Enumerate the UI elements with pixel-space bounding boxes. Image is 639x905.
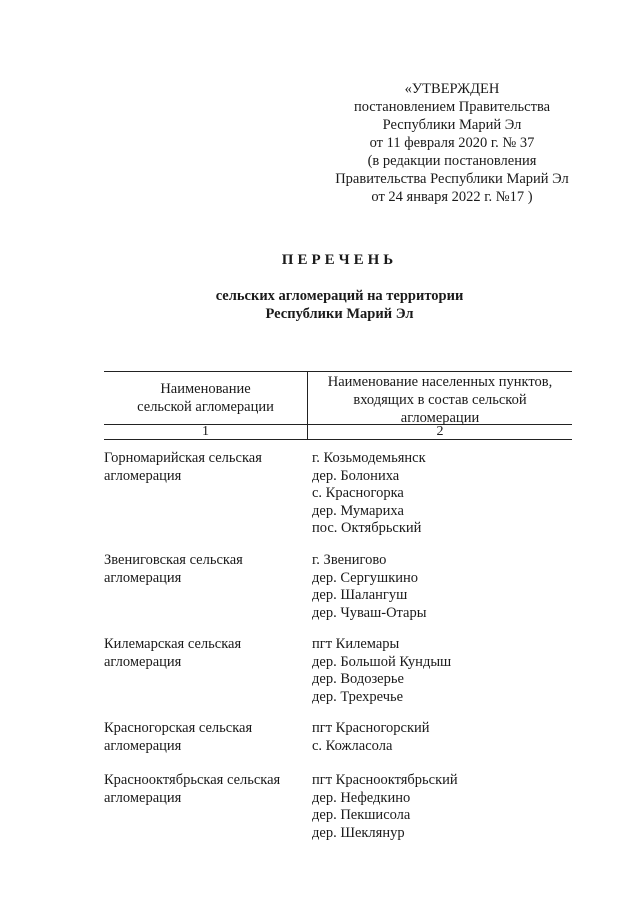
settlement-item: с. Красногорка (312, 485, 404, 501)
settlement-item: дер. Чуваш-Отары (312, 604, 427, 621)
settlement-item: дер. Водозерье (312, 671, 404, 687)
name-line: агломерация (104, 467, 182, 484)
name-line: агломерация (104, 569, 182, 586)
approval-line: постановлением Правительства (353, 99, 551, 115)
settlement-item: дер. Мумариха (312, 502, 404, 519)
settlement-list (312, 720, 582, 755)
name-line: Горномарийская сельская (104, 450, 262, 466)
name-line: Звениговская сельская (104, 552, 243, 568)
settlement-item: дер. Шеклянур (312, 824, 405, 841)
approval-stamp (318, 80, 586, 206)
table-header-col2 (308, 373, 572, 427)
name-line: Красногорская сельская (104, 720, 253, 736)
header-text: Наименование (160, 381, 251, 397)
name-line: агломерация (104, 737, 182, 754)
document-subtitle (0, 287, 639, 323)
approval-line: «УТВЕРЖДЕН (404, 81, 500, 97)
column-number: 2 (436, 424, 444, 439)
approval-line: от 24 января 2022 г. №17 ) (371, 189, 533, 205)
name-line: агломерация (104, 653, 182, 670)
agglomeration-name (104, 636, 304, 671)
name-line: Килемарская сельская (104, 636, 242, 652)
header-text: входящих в состав сельской (353, 392, 527, 408)
settlement-item: с. Кожласола (312, 737, 393, 754)
settlement-item: дер. Большой Кундыш (312, 653, 452, 670)
settlement-item: дер. Болониха (312, 467, 400, 484)
agglomeration-name (104, 720, 304, 755)
agglomeration-name (104, 450, 304, 485)
column-number: 1 (202, 424, 209, 439)
table-top-rule (104, 371, 572, 372)
subtitle-line: сельских агломераций на территории (215, 288, 464, 304)
settlement-list (312, 636, 582, 706)
header-text: сельской агломерации (137, 399, 274, 415)
settlement-item: пгт Красногорский (312, 720, 430, 736)
settlement-item: г. Звенигово (312, 552, 387, 568)
name-line: агломерация (104, 789, 182, 806)
agglomeration-name (104, 552, 304, 587)
approval-line: Республики Марий Эл (382, 117, 522, 133)
table-header-col1 (104, 380, 307, 416)
settlement-item: дер. Пекшисола (312, 807, 411, 823)
settlement-list (312, 450, 582, 538)
header-text: Наименование населенных пунктов, (327, 374, 553, 390)
settlement-list (312, 552, 582, 622)
settlement-item: пос. Октябрьский (312, 520, 422, 536)
document-title: ПЕРЕЧЕНЬ (281, 252, 398, 268)
settlement-item: пгт Килемары (312, 636, 400, 652)
settlement-item: дер. Трехречье (312, 688, 404, 705)
settlement-list (312, 772, 582, 842)
approval-line: от 11 февраля 2020 г. № 37 (369, 135, 535, 151)
settlement-item: г. Козьмодемьянск (312, 450, 426, 466)
approval-line: Правительства Республики Марий Эл (335, 171, 569, 187)
agglomeration-name (104, 772, 304, 807)
approval-line: (в редакции постановления (367, 153, 537, 169)
settlement-item: дер. Сергушкино (312, 569, 419, 586)
name-line: Краснооктябрьская сельская (104, 772, 281, 788)
settlement-item: дер. Шалангуш (312, 587, 408, 603)
settlement-item: дер. Нефедкино (312, 789, 411, 806)
settlement-item: пгт Краснооктябрьский (312, 772, 458, 788)
header-text: агломерации (400, 410, 480, 426)
subtitle-line: Республики Марий Эл (265, 306, 414, 322)
